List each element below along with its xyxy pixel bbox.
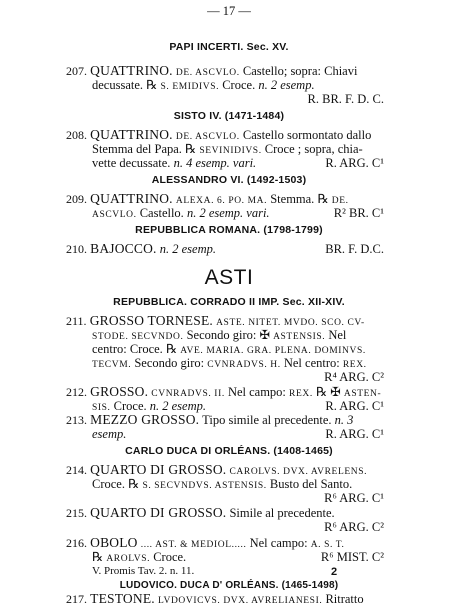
specimen-count: esemp. (92, 427, 127, 441)
coin-name: QUARTO DI GROSSO. (90, 462, 227, 477)
coin-name: GROSSO. (90, 384, 149, 399)
coin-name: TESTONE. (90, 591, 155, 606)
description-text: decussate. (92, 78, 144, 92)
legend-text: ASTEN- (343, 389, 382, 399)
section-heading-sisto-iv: SISTO IV. (1471-1484) (173, 110, 285, 122)
coin-name: OBOLO (90, 535, 138, 550)
city-title: ASTI (204, 266, 254, 289)
description-text: centro: Croce. (92, 342, 163, 356)
description-text: Nel campo: (227, 385, 286, 399)
signature-mark: 2 (331, 566, 338, 578)
legend-text: ALEXA. 6. PO. MA. (175, 196, 268, 206)
legend-text: ASCVLO. (92, 210, 137, 220)
description-text: Stemma del Papa. (92, 142, 182, 156)
entry-number: 210. (66, 242, 87, 256)
entry-number: 207. (66, 64, 87, 78)
specimen-count: n. 2 esemp. (149, 399, 206, 413)
coin-name: GROSSO TORNESE. (89, 313, 213, 328)
description-text: Ritratto (325, 592, 364, 606)
legend-text: DE. ASCVLO. (175, 132, 240, 142)
entry-210-rarity: BR. F. D.C. (325, 242, 384, 256)
page-number: — 17 — (207, 4, 251, 18)
legend-text: SEVINIDIVS. (199, 146, 262, 156)
section-heading-repubblica-corrado: REPUBBLICA. CORRADO II IMP. Sec. XII-XIV. (113, 296, 345, 308)
legend-text: A. S. T. (310, 540, 345, 550)
section-heading-repubblica-romana: REPUBBLICA ROMANA. (1798-1799) (135, 224, 323, 236)
entry-number: 209. (66, 192, 87, 206)
legend-text: REX. (342, 360, 367, 370)
section-heading-alessandro-vi: ALESSANDRO VI. (1492-1503) (151, 174, 307, 186)
legend-text: AVE. MARIA. GRA. PLENA. DOMINVS. (180, 346, 366, 356)
legend-text: CAROLVS. DVX. AVRELENS. (229, 467, 368, 477)
coin-name: BAJOCCO. (90, 241, 157, 256)
legend-text: STODE. SECVNDO. (92, 332, 184, 342)
entry-208-rarity: R. ARG. C¹ (325, 156, 384, 170)
entry-number: 217. (66, 592, 87, 606)
entry-number: 213. (66, 413, 87, 427)
description-text: Tipo simile al precedente. (202, 413, 332, 427)
entry-208-line-3 (92, 156, 256, 170)
section-heading-papi-incerti: PAPI INCERTI. Sec. XV. (169, 41, 289, 53)
legend-text: SIS. (92, 403, 111, 413)
entry-216-reference: V. Promis Tav. 2. n. 11. (92, 565, 195, 577)
reverse-symbol: ℞ (128, 477, 140, 491)
coin-name: QUARTO DI GROSSO. (90, 505, 227, 520)
entry-209-rarity: R² BR. C¹ (333, 206, 384, 220)
coin-name: MEZZO GROSSO. (90, 412, 200, 427)
entry-number: 216. (66, 536, 87, 550)
section-heading-carlo-duca: CARLO DUCA DI ORLÉANS. (1408-1465) (125, 445, 333, 457)
entry-217-line-1 (66, 592, 364, 608)
entry-216-rarity: R⁶ MIST. C² (320, 550, 384, 564)
entry-number: 215. (66, 506, 87, 520)
coin-name: QUATTRINO. (90, 127, 173, 142)
reverse-symbol: ℞ (185, 142, 197, 156)
legend-text: CVNRADVS. H. (207, 360, 281, 370)
legend-text: S. EMIDIVS. (160, 82, 220, 92)
reverse-symbol: ℞ (317, 192, 329, 206)
description-text: Secondo giro: ✠ (186, 328, 270, 342)
entry-212-rarity: R. ARG. C¹ (325, 399, 384, 413)
specimen-count: n. 2 esemp. vari. (186, 206, 270, 220)
entry-211-rarity: R⁴ ARG. C² (324, 370, 384, 384)
cross-symbol: ✠ (330, 385, 341, 399)
entry-214-rarity: R⁶ ARG. C¹ (324, 491, 384, 505)
legend-text: DE. (331, 196, 349, 206)
coin-name: QUATTRINO. (90, 63, 173, 78)
description-text: Nel (328, 328, 347, 342)
legend-text: LVDOVICVS. DVX. AVRELIANESI. (157, 596, 323, 606)
description-text: Busto del Santo. (269, 477, 353, 491)
entry-213-line-2 (92, 427, 126, 441)
entry-213-line-1 (66, 413, 353, 427)
entry-number: 214. (66, 463, 87, 477)
description-text: Croce. (153, 550, 187, 564)
legend-text: AROLVS. (106, 554, 151, 564)
entry-210-line-1 (66, 242, 216, 256)
description-text: Nel centro: (283, 356, 340, 370)
entry-213-rarity: R. ARG. C¹ (325, 427, 384, 441)
reverse-symbol: ℞ (146, 78, 158, 92)
specimen-count: n. 2 esemp. (258, 78, 315, 92)
specimen-count: n. 2 esemp. (159, 242, 216, 256)
description-text: Croce. (113, 399, 147, 413)
description-text: Castello sormontato dallo (242, 128, 372, 142)
entry-number: 211. (66, 314, 87, 328)
legend-text: REX. (289, 389, 313, 399)
specimen-count: n. 4 esemp. vari. (173, 156, 257, 170)
description-text: Croce ; sopra, chia- (264, 142, 363, 156)
description-text: Croce. (222, 78, 256, 92)
legend-text: ASTE. NITET. MVDO. SCO. CV- (216, 318, 365, 328)
description-text: Castello. (139, 206, 184, 220)
description-text: vette decussate. (92, 156, 171, 170)
entry-207-rarity: R. BR. F. D. C. (307, 92, 384, 106)
entry-209-line-2 (92, 206, 270, 222)
entry-number: 212. (66, 385, 87, 399)
description-text: Castello; sopra: Chiavi (242, 64, 358, 78)
entry-215-line-1 (66, 506, 335, 520)
section-heading-ludovico: LUDOVICO. DUCA D' ORLÉANS. (1465-1498) (119, 580, 339, 591)
specimen-count: n. 3 (334, 413, 354, 427)
reverse-symbol: ℞ (315, 385, 328, 399)
description-text: Croce. (92, 477, 125, 491)
description-text: Stemma. (270, 192, 315, 206)
legend-text: .... AST. & MEDIOL..... (140, 540, 247, 550)
reverse-symbol: ℞ (165, 342, 178, 356)
legend-text: CVNRADVS. II. (151, 389, 225, 399)
coin-name: QUATTRINO. (90, 191, 173, 206)
legend-text: ASTENSIS. (273, 332, 326, 342)
entry-215-rarity: R⁶ ARG. C² (324, 520, 384, 534)
legend-text: DE. ASCVLO. (175, 68, 240, 78)
entry-number: 208. (66, 128, 87, 142)
reverse-symbol: ℞ (92, 550, 104, 564)
legend-text: TECVM. (92, 360, 132, 370)
description-text: Simile al precedente. (229, 506, 335, 520)
description-text: Nel campo: (249, 536, 308, 550)
legend-text: S. SECVNDVS. ASTENSIS. (142, 481, 267, 491)
description-text: Secondo giro: (134, 356, 205, 370)
